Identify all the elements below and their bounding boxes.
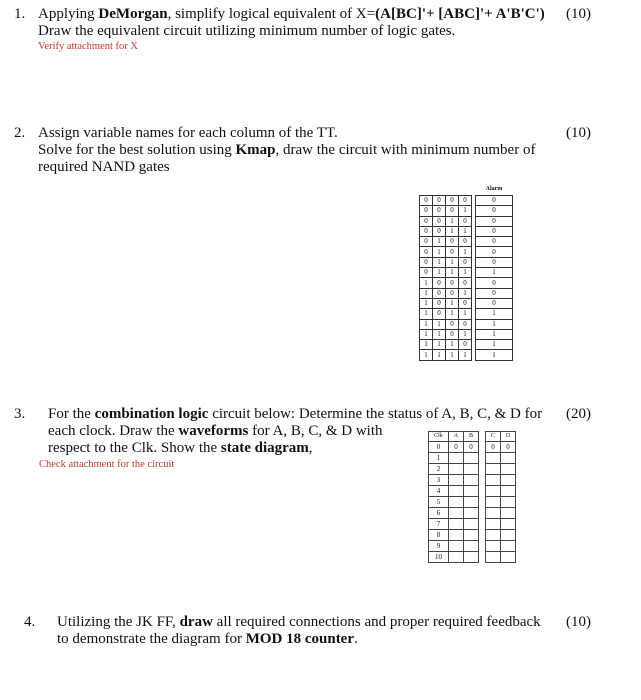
state-cell[interactable]: [486, 552, 501, 563]
input-cell: 1: [433, 319, 446, 329]
state-cell[interactable]: [464, 530, 479, 541]
alarm-cell: 1: [476, 309, 513, 319]
state-cell[interactable]: [449, 530, 464, 541]
clk-cell: 10: [429, 552, 449, 563]
state-cell[interactable]: [501, 475, 516, 486]
q3-note: Check attachment for the circuit: [39, 459, 175, 470]
clk-cell: 2: [429, 464, 449, 475]
clock-table-gap: [479, 442, 486, 453]
state-cell[interactable]: 0: [449, 442, 464, 453]
table-row: [420, 216, 513, 226]
input-cell: 1: [420, 319, 433, 329]
alarm-cell: 1: [476, 319, 513, 329]
input-cell: 0: [420, 247, 433, 257]
table-row: [429, 541, 516, 552]
input-cell: 0: [446, 247, 459, 257]
truth-table-header-blank: [459, 183, 472, 196]
table-row: [420, 309, 513, 319]
state-cell[interactable]: [486, 497, 501, 508]
table-row: [420, 278, 513, 288]
alarm-cell: 0: [476, 226, 513, 236]
table-row: [429, 530, 516, 541]
input-cell: 0: [446, 237, 459, 247]
q4-line2: to demonstrate the diagram for MOD 18 counter.: [57, 631, 358, 647]
input-cell: 1: [433, 257, 446, 267]
q1-number: 1.: [14, 6, 26, 22]
input-cell: 0: [420, 206, 433, 216]
q3-points: (20): [566, 406, 591, 422]
input-cell: 0: [420, 257, 433, 267]
input-cell: 1: [420, 298, 433, 308]
table-row: [429, 497, 516, 508]
state-cell[interactable]: [464, 541, 479, 552]
table-row: [420, 319, 513, 329]
state-cell[interactable]: [464, 453, 479, 464]
input-cell: 0: [420, 226, 433, 236]
clock-table-gap: [479, 432, 486, 442]
table-row: [420, 340, 513, 350]
input-cell: 1: [459, 288, 472, 298]
state-cell[interactable]: [464, 475, 479, 486]
clk-cell: 5: [429, 497, 449, 508]
table-row: [420, 206, 513, 216]
state-cell[interactable]: 0: [486, 442, 501, 453]
state-cell[interactable]: [449, 541, 464, 552]
table-row: [429, 519, 516, 530]
input-cell: 1: [459, 226, 472, 236]
state-cell[interactable]: [486, 530, 501, 541]
clock-table-gap: [479, 530, 486, 541]
state-cell[interactable]: [486, 508, 501, 519]
clk-cell: 4: [429, 486, 449, 497]
table-row: [429, 508, 516, 519]
state-cell[interactable]: [464, 464, 479, 475]
truth-table-header-blank: [433, 183, 446, 196]
table-row: [420, 257, 513, 267]
header-2: B: [464, 432, 479, 442]
input-cell: 1: [420, 340, 433, 350]
q1-text: [38, 6, 545, 40]
alarm-cell: 0: [476, 278, 513, 288]
input-cell: 0: [433, 309, 446, 319]
q3-line1: For the combination logic circuit below: Determine the status of A, B, C, & D for: [48, 406, 543, 422]
state-cell[interactable]: [464, 497, 479, 508]
q4-number: 4.: [24, 614, 36, 630]
clock-table-gap: [479, 453, 486, 464]
input-cell: 1: [459, 329, 472, 339]
input-cell: 0: [420, 268, 433, 278]
table-row: [429, 464, 516, 475]
state-cell[interactable]: [501, 552, 516, 563]
q2-points: (10): [566, 125, 591, 141]
input-cell: 1: [446, 257, 459, 267]
q1-line1: Applying DeMorgan, simplify logical equivalent of X=(A[BC]'+ [ABC]'+ A'B'C'): [38, 6, 545, 22]
truth-table-header: [420, 183, 513, 196]
input-cell: 1: [420, 288, 433, 298]
input-cell: 0: [420, 196, 433, 206]
clock-table-gap: [479, 552, 486, 563]
q4-line1: Utilizing the JK FF, draw all required connections and proper required feedback: [57, 614, 541, 630]
truth-table: [419, 183, 513, 361]
input-cell: 0: [433, 288, 446, 298]
table-row: [429, 442, 516, 453]
state-cell[interactable]: [464, 519, 479, 530]
table-row: [429, 552, 516, 563]
input-cell: 1: [446, 216, 459, 226]
clock-table-gap: [479, 541, 486, 552]
input-cell: 0: [433, 216, 446, 226]
input-cell: 0: [433, 196, 446, 206]
table-row: [429, 453, 516, 464]
clk-cell: 3: [429, 475, 449, 486]
table-row: [420, 268, 513, 278]
q2-line3: required NAND gates: [38, 159, 170, 175]
q3-line3: respect to the Clk. Show the state diagram,: [48, 440, 313, 456]
alarm-header: Alarm: [485, 185, 503, 192]
alarm-cell: 0: [476, 216, 513, 226]
input-cell: 1: [433, 268, 446, 278]
state-cell[interactable]: [486, 475, 501, 486]
table-row: [429, 475, 516, 486]
alarm-cell: 0: [476, 206, 513, 216]
clock-table-gap: [479, 508, 486, 519]
input-cell: 1: [433, 247, 446, 257]
input-cell: 1: [446, 350, 459, 360]
truth-table-header-blank: [420, 183, 433, 196]
header-0: Clk: [429, 432, 449, 442]
input-cell: 0: [459, 237, 472, 247]
state-cell[interactable]: [501, 486, 516, 497]
q1-points: (10): [566, 6, 591, 22]
state-cell[interactable]: [449, 464, 464, 475]
input-cell: 1: [433, 350, 446, 360]
state-cell[interactable]: [464, 486, 479, 497]
input-cell: 0: [446, 288, 459, 298]
state-cell[interactable]: [449, 508, 464, 519]
input-cell: 0: [459, 319, 472, 329]
state-cell[interactable]: [449, 475, 464, 486]
state-cell[interactable]: [449, 497, 464, 508]
input-cell: 0: [459, 257, 472, 267]
clock-table-header: [429, 432, 516, 442]
alarm-cell: 0: [476, 237, 513, 247]
table-row: [429, 486, 516, 497]
table-row: [420, 196, 513, 206]
table-row: [420, 298, 513, 308]
input-cell: 0: [459, 298, 472, 308]
input-cell: 1: [420, 350, 433, 360]
q2-line2: Solve for the best solution using Kmap, draw the circuit with minimum number of: [38, 142, 536, 158]
input-cell: 0: [459, 196, 472, 206]
q2-text: [38, 125, 535, 176]
input-cell: 0: [433, 226, 446, 236]
table-row: [420, 237, 513, 247]
input-cell: 1: [433, 237, 446, 247]
state-cell[interactable]: [464, 508, 479, 519]
clk-cell: 0: [429, 442, 449, 453]
alarm-cell: 0: [476, 196, 513, 206]
state-cell[interactable]: [486, 541, 501, 552]
state-cell[interactable]: [501, 464, 516, 475]
clk-cell: 9: [429, 541, 449, 552]
clk-cell: 8: [429, 530, 449, 541]
state-cell[interactable]: [501, 497, 516, 508]
input-cell: 1: [420, 309, 433, 319]
input-cell: 0: [446, 329, 459, 339]
input-cell: 1: [446, 268, 459, 278]
q4-points: (10): [566, 614, 591, 630]
input-cell: 1: [433, 340, 446, 350]
input-cell: 0: [446, 319, 459, 329]
table-row: [420, 288, 513, 298]
input-cell: 0: [446, 278, 459, 288]
input-cell: 0: [446, 206, 459, 216]
input-cell: 1: [459, 350, 472, 360]
q1-note: Verify attachment for X: [38, 41, 139, 52]
input-cell: 1: [446, 298, 459, 308]
q3-line2: each clock. Draw the waveforms for A, B, C, & D with: [48, 423, 383, 439]
state-cell[interactable]: [449, 486, 464, 497]
state-cell[interactable]: 0: [501, 442, 516, 453]
header-1: A: [449, 432, 464, 442]
table-row: [420, 329, 513, 339]
state-cell[interactable]: [501, 453, 516, 464]
input-cell: 1: [446, 340, 459, 350]
input-cell: 1: [459, 309, 472, 319]
state-cell[interactable]: [486, 486, 501, 497]
header-3: C: [486, 432, 501, 442]
input-cell: 0: [446, 196, 459, 206]
input-cell: 1: [433, 329, 446, 339]
state-cell[interactable]: [501, 541, 516, 552]
input-cell: 0: [459, 340, 472, 350]
table-row: [420, 350, 513, 360]
input-cell: 1: [459, 206, 472, 216]
alarm-cell: 0: [476, 288, 513, 298]
q2-line1: Assign variable names for each column of the TT.: [38, 125, 338, 141]
alarm-cell: 1: [476, 340, 513, 350]
state-cell[interactable]: [449, 453, 464, 464]
state-cell[interactable]: [449, 552, 464, 563]
input-cell: 1: [459, 247, 472, 257]
state-cell[interactable]: [486, 464, 501, 475]
input-cell: 1: [420, 329, 433, 339]
input-cell: 0: [433, 278, 446, 288]
input-cell: 1: [446, 226, 459, 236]
state-cell[interactable]: [464, 552, 479, 563]
clock-table-gap: [479, 475, 486, 486]
state-cell[interactable]: [501, 508, 516, 519]
clock-table-gap: [479, 519, 486, 530]
q1-line2: Draw the equivalent circuit utilizing minimum number of logic gates.: [38, 23, 456, 39]
state-cell[interactable]: [486, 519, 501, 530]
input-cell: 0: [433, 298, 446, 308]
alarm-cell: 1: [476, 268, 513, 278]
input-cell: 0: [420, 237, 433, 247]
clk-cell: 6: [429, 508, 449, 519]
input-cell: 1: [446, 309, 459, 319]
state-cell[interactable]: [486, 453, 501, 464]
clock-table-gap: [479, 497, 486, 508]
table-row: [420, 226, 513, 236]
clock-table-gap: [479, 486, 486, 497]
header-4: D: [501, 432, 516, 442]
input-cell: 1: [459, 268, 472, 278]
input-cell: 0: [420, 216, 433, 226]
alarm-cell: 0: [476, 247, 513, 257]
table-row: [420, 247, 513, 257]
alarm-cell: 0: [476, 257, 513, 267]
state-cell[interactable]: [501, 519, 516, 530]
clk-cell: 7: [429, 519, 449, 530]
q4-text: [57, 614, 541, 648]
clk-cell: 1: [429, 453, 449, 464]
state-cell[interactable]: [501, 530, 516, 541]
alarm-cell: 1: [476, 350, 513, 360]
input-cell: 1: [420, 278, 433, 288]
q2-number: 2.: [14, 125, 26, 141]
alarm-cell: 1: [476, 329, 513, 339]
state-cell[interactable]: 0: [464, 442, 479, 453]
clock-table: [428, 431, 516, 563]
truth-table-header-blank: [446, 183, 459, 196]
state-cell[interactable]: [449, 519, 464, 530]
input-cell: 0: [433, 206, 446, 216]
q3-number: 3.: [14, 406, 26, 422]
alarm-cell: 0: [476, 298, 513, 308]
input-cell: 0: [459, 216, 472, 226]
clock-table-gap: [479, 464, 486, 475]
input-cell: 0: [459, 278, 472, 288]
